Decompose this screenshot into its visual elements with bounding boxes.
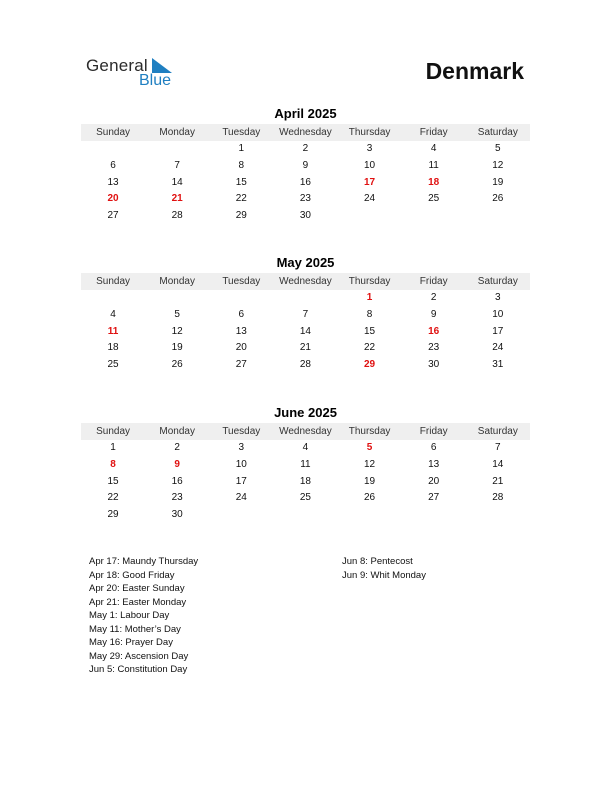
day-cell: 14 [299,325,311,337]
week-row [81,208,530,225]
holiday-list-item: Jun 8: Pentecost [342,556,413,567]
day-cell: 13 [428,458,440,470]
day-cell: 25 [107,359,119,371]
day-cell [338,208,402,225]
day-cell [209,290,273,307]
holiday-day-cell: 8 [110,458,116,470]
day-cell: 19 [171,342,183,354]
week-row [81,490,530,507]
brand-name-general: General [86,56,148,75]
month-calendar-may [81,254,530,374]
day-cell: 18 [107,342,119,354]
day-cell: 22 [107,492,119,504]
month-calendar-april [81,105,530,225]
week-row [81,474,530,491]
month-calendar-june [81,404,530,524]
month-title: June 2025 [274,405,337,420]
day-cell [402,507,466,524]
week-row [81,290,530,307]
weekday-label: Sunday [96,276,131,287]
day-cell: 30 [171,509,183,521]
day-cell: 11 [428,159,439,171]
day-cell: 26 [171,359,183,371]
holiday-day-cell: 18 [428,176,440,188]
weekday-header-row [81,423,530,440]
day-cell: 6 [238,308,245,320]
day-cell [81,141,145,158]
weekday-header-row [81,273,530,290]
day-cell: 27 [428,492,440,504]
day-cell: 27 [107,210,119,222]
day-cell: 6 [110,159,116,171]
day-cell [466,507,530,524]
weekday-label: Sunday [96,426,131,437]
day-cell: 12 [492,159,504,171]
day-cell: 22 [364,342,376,354]
day-cell: 4 [430,143,437,154]
day-cell: 28 [171,210,183,222]
weekday-label: Saturday [477,276,518,287]
day-cell [145,141,209,158]
week-row [81,357,530,374]
holiday-list-item: Apr 21: Easter Monday [89,596,187,608]
day-cell: 25 [299,492,311,504]
day-cell: 15 [364,325,376,337]
day-cell: 13 [235,325,247,337]
weekday-label: Friday [419,426,448,437]
weekday-label: Sunday [96,127,131,138]
holiday-list-column-1 [89,555,198,677]
day-cell: 9 [302,159,309,171]
day-cell: 15 [107,475,119,487]
weekday-label: Thursday [348,276,391,287]
day-cell: 2 [302,143,309,154]
week-row [81,340,530,357]
day-cell: 7 [302,308,309,320]
week-row [81,324,530,341]
day-cell: 19 [364,475,376,487]
day-cell: 9 [430,308,437,320]
week-row [81,440,530,457]
holiday-list-item: May 16: Prayer Day [89,637,173,648]
day-cell: 25 [428,193,440,205]
day-cell: 8 [366,308,373,320]
day-cell: 3 [238,442,245,453]
day-cell: 23 [171,492,183,504]
day-cell: 4 [302,442,309,453]
day-cell: 14 [492,458,504,470]
day-cell: 11 [300,458,311,470]
holiday-day-cell: 9 [174,458,180,470]
day-cell: 2 [430,292,437,303]
holiday-day-cell: 29 [364,359,376,371]
weekday-label: Thursday [348,426,391,437]
day-cell: 8 [238,159,245,171]
day-cell: 24 [235,492,247,504]
day-cell [273,507,337,524]
day-cell: 21 [299,342,311,354]
weekday-label: Friday [419,276,448,287]
holiday-list-item: Apr 20: Easter Sunday [89,583,185,594]
holiday-list-item: May 11: Mother’s Day [89,623,181,635]
day-cell [81,290,145,307]
day-cell: 26 [364,492,376,504]
weekday-header-row [81,124,530,141]
day-cell: 5 [495,143,501,154]
day-cell [466,208,530,225]
holiday-list-item: May 29: Ascension Day [89,650,189,662]
day-cell: 10 [235,458,247,470]
holiday-list-item: Jun 5: Constitution Day [89,664,188,675]
day-cell: 19 [492,176,504,188]
day-cell: 1 [110,442,116,453]
day-cell: 29 [235,210,247,222]
week-row [81,457,530,474]
weekday-label: Monday [159,276,195,287]
day-cell: 10 [364,159,376,171]
day-cell: 27 [235,359,247,371]
week-row [81,141,530,158]
day-cell: 14 [171,176,183,188]
day-cell: 24 [364,193,376,205]
day-cell: 4 [110,308,116,320]
brand-name-blue: Blue [139,72,172,89]
day-cell [338,507,402,524]
weekday-label: Monday [159,127,195,138]
day-cell: 20 [428,475,440,487]
day-cell: 26 [492,193,504,205]
day-cell: 23 [299,193,311,205]
country-title: Denmark [425,58,524,84]
day-cell: 21 [492,475,504,487]
day-cell: 12 [364,458,376,470]
holiday-list-item: Apr 17: Maundy Thursday [89,556,199,567]
month-title: May 2025 [276,255,335,270]
day-cell: 29 [107,509,119,521]
weekday-label: Tuesday [222,127,261,138]
weekday-label: Wednesday [279,426,332,437]
holiday-day-cell: 17 [364,176,376,188]
holiday-day-cell: 11 [107,325,119,337]
day-cell: 17 [492,325,504,337]
week-row [81,175,530,192]
weekday-label: Thursday [348,127,391,138]
day-cell: 7 [174,159,180,171]
day-cell: 1 [238,143,245,154]
holiday-day-cell: 5 [366,442,373,453]
day-cell: 15 [235,176,247,188]
day-cell: 13 [107,176,119,188]
day-cell: 23 [428,342,440,354]
brand-logo [86,56,186,92]
day-cell: 12 [171,325,183,337]
week-row [81,191,530,208]
day-cell: 5 [174,308,180,320]
weekday-label: Saturday [477,426,518,437]
day-cell: 30 [428,359,440,371]
day-cell: 18 [299,475,311,487]
week-row [81,307,530,324]
weekday-label: Wednesday [279,127,332,138]
holiday-list-column-2 [342,555,426,582]
day-cell: 3 [495,292,501,303]
day-cell: 24 [492,342,504,354]
weekday-label: Monday [159,426,195,437]
weekday-label: Friday [419,127,448,138]
day-cell: 16 [171,475,183,487]
day-cell [145,290,209,307]
day-cell: 10 [492,308,504,320]
day-cell: 3 [366,143,373,154]
day-cell: 2 [174,442,180,453]
holiday-list-item: May 1: Labour Day [89,610,170,621]
holiday-day-cell: 20 [107,193,119,205]
day-cell: 20 [235,342,247,354]
day-cell [273,290,337,307]
holiday-day-cell: 16 [428,325,440,337]
holiday-day-cell: 21 [171,193,183,205]
day-cell: 30 [299,210,311,222]
day-cell: 16 [299,176,311,188]
holiday-list-item: Apr 18: Good Friday [89,569,175,581]
weekday-label: Tuesday [222,276,261,287]
holiday-day-cell: 1 [366,292,373,303]
day-cell: 28 [492,492,504,504]
day-cell: 17 [235,475,247,487]
week-row [81,158,530,175]
day-cell [402,208,466,225]
day-cell: 22 [235,193,247,205]
day-cell: 28 [299,359,311,371]
holiday-list-item: Jun 9: Whit Monday [342,569,426,581]
day-cell: 6 [430,442,437,453]
weekday-label: Tuesday [222,426,261,437]
day-cell: 31 [492,359,504,371]
weekday-label: Saturday [477,127,518,138]
weekday-label: Wednesday [279,276,332,287]
week-row [81,507,530,524]
month-title: April 2025 [274,106,337,121]
day-cell: 7 [495,442,501,453]
day-cell [209,507,273,524]
